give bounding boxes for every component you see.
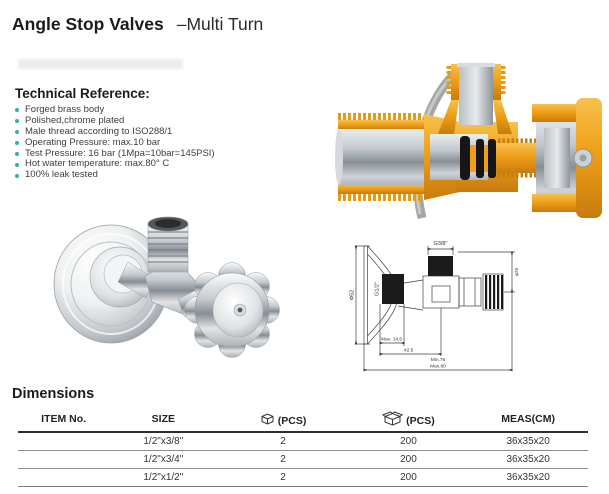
dim-handle-diameter: φ29 [514,267,519,277]
technical-reference-section [15,86,315,181]
dim-body-length: 42.5 [404,348,414,354]
bullet-icon [15,141,19,145]
spec-item: 100% leak tested [15,170,315,181]
table-header-row [18,408,588,432]
dim-wall-depth: Max. 14.5 [381,337,403,343]
cell-size: 1/2"x3/4" [109,451,217,469]
spec-item: Polished,chrome plated [15,116,315,127]
knurl-stripes [485,275,503,309]
page-title [12,14,263,35]
cell-meas: 36x35x20 [468,451,588,469]
bullet-icon [15,163,19,167]
bullet-icon [15,152,19,156]
bullet-icon [15,174,19,178]
dim-max-length: Max.80 [430,364,446,370]
dim-inlet-thread: G1/2" [374,282,381,296]
bullet-icon [15,130,19,134]
watermark [18,59,183,69]
outlet-port [438,63,512,134]
col-size: SIZE [109,408,217,432]
dimensions-table [18,408,588,487]
col-carton-pcs: (PCS) [349,408,469,432]
dim-flange-diameter: Φ52 [349,289,356,301]
cutaway-diagram [330,62,605,220]
bullet-icon [15,108,19,112]
technical-reference-list [15,105,315,181]
inlet-thread-section [382,274,404,304]
technical-drawing [348,230,563,385]
bullet-icon [15,119,19,123]
spec-item: Test Pressure: 16 bar (1Mpa=10bar=145PSI) [15,149,315,160]
product-photo [48,204,288,366]
cell-size: 1/2"x3/8" [109,432,217,451]
table-row [18,469,588,487]
cell-carton-pcs: 200 [349,451,469,469]
dim-outlet-thread: G3/8" [433,241,448,247]
cell-size: 1/2"x1/2" [109,469,217,487]
threaded-outlet [148,217,188,272]
cell-carton-pcs: 200 [349,469,469,487]
knurled-handle [185,263,280,358]
cell-item-no [18,451,109,469]
dim-min-length: Min.75 [430,358,446,363]
col-meas: MEAS(CM) [468,408,588,432]
dimensions-heading: Dimensions [12,386,95,402]
carton-box-icon [382,411,403,426]
spec-item: Operating Pressure: max.10 bar [15,138,315,149]
spec-item: Forged brass body [15,105,315,116]
spec-item: Hot water temperature: max.80° C [15,159,315,170]
cell-carton-pcs: 200 [349,432,469,451]
outlet-thread-section [428,256,453,276]
cell-meas: 36x35x20 [468,469,588,487]
page-title-suffix: –Multi Turn [176,14,264,34]
table-row [18,432,588,451]
bonnet-and-handle [532,98,602,218]
cell-inner-pcs: 2 [217,432,348,451]
spec-item: Male thread according to ISO288/1 [15,127,315,138]
cell-item-no [18,469,109,487]
cell-inner-pcs: 2 [217,451,348,469]
cell-inner-pcs: 2 [217,469,348,487]
col-item-no: ITEM No. [18,408,109,432]
inner-box-icon [260,412,275,426]
cell-item-no [18,432,109,451]
inlet-pipe [335,117,436,197]
page-title-main: Angle Stop Valves [12,14,164,34]
col-inner-pcs: (PCS) [217,408,348,432]
technical-reference-heading: Technical Reference: [15,86,150,101]
table-row [18,451,588,469]
cell-meas: 36x35x20 [468,432,588,451]
